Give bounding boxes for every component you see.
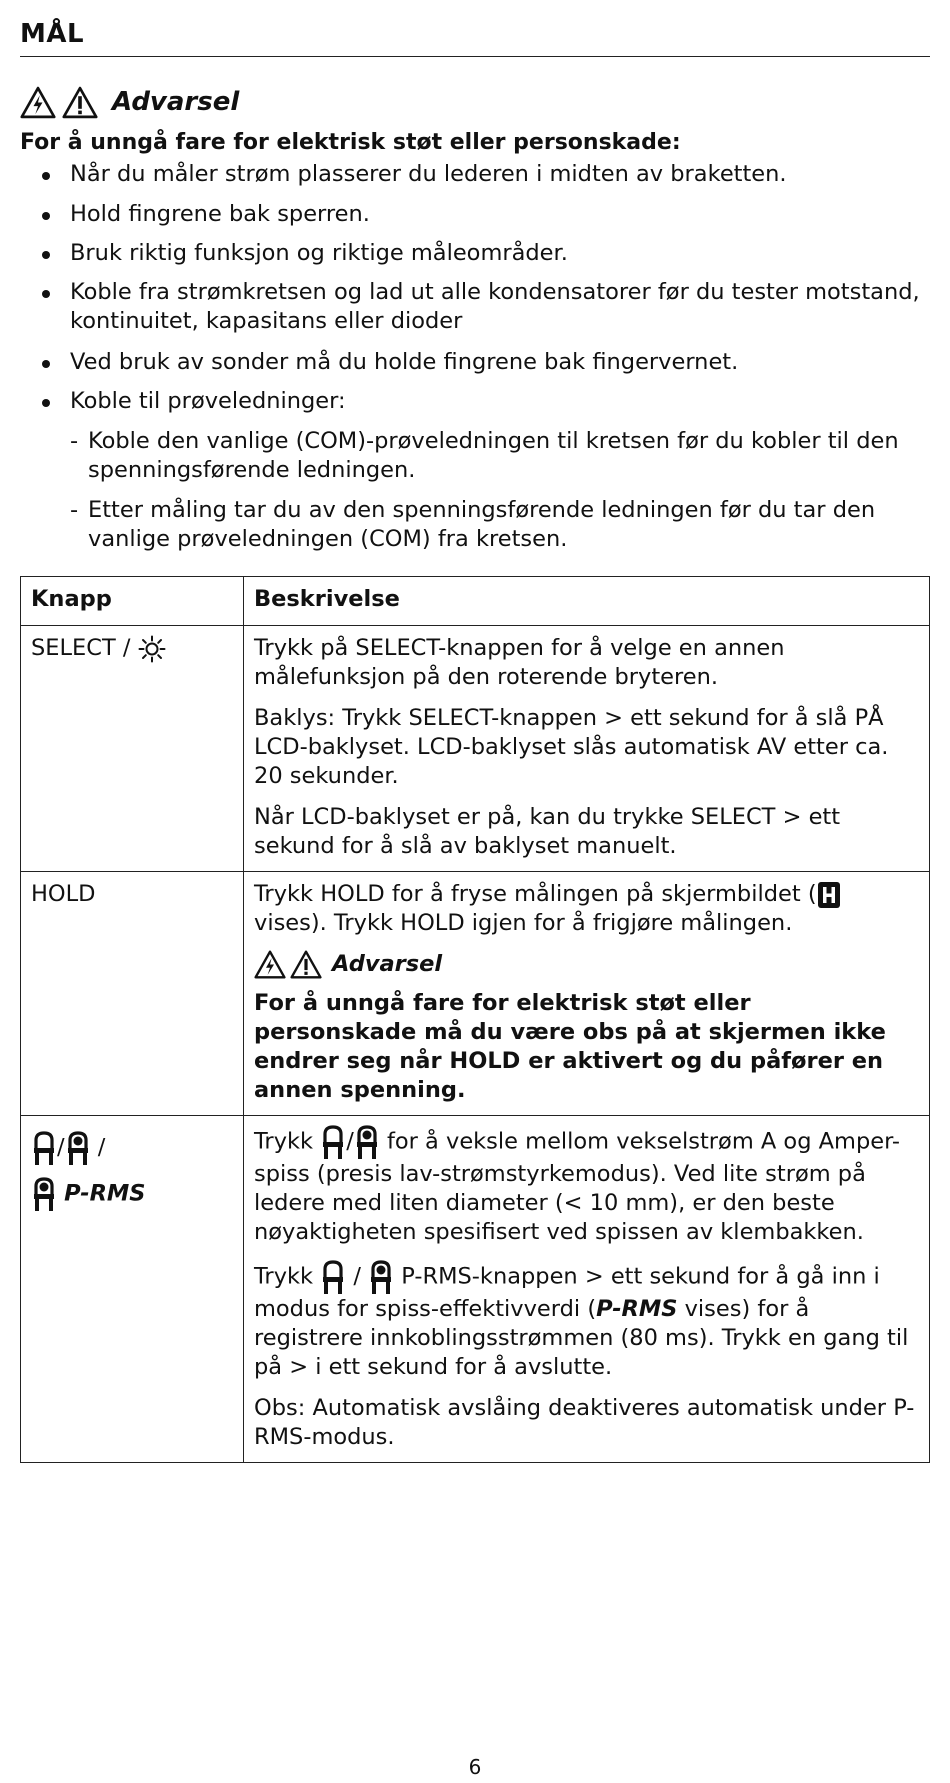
header-key: Knapp xyxy=(21,577,244,626)
description-paragraph: Trykk på SELECT-knappen for å velge en annen målefunksjon på den roterende bryteren. xyxy=(254,635,785,690)
clamp-icon xyxy=(31,1130,57,1166)
list-item-text: Hold fingrene bak sperren. xyxy=(70,201,370,227)
warning-heading xyxy=(20,84,239,120)
key-table xyxy=(20,576,930,1463)
table-row xyxy=(21,626,930,872)
hold-warning-heading xyxy=(254,950,919,979)
key-label-prms: P-RMS xyxy=(64,1180,146,1207)
clamp-peak-icon xyxy=(368,1259,394,1295)
bullet-dot xyxy=(42,360,50,368)
bullet-dot xyxy=(42,290,50,298)
clamp-peak-icon xyxy=(354,1124,380,1160)
clamp-peak-icon xyxy=(65,1130,91,1166)
key-cell-select xyxy=(21,626,244,872)
section-title: MÅL xyxy=(20,19,85,49)
table-row xyxy=(21,1116,930,1463)
description-cell-hold xyxy=(244,872,930,1116)
hold-warning-text: For å unngå fare for elektrisk støt eller personskade må du være obs på at skjermen ikke endrer seg når HOLD er aktivert og du påfører en annen spenning. xyxy=(254,990,886,1103)
description-paragraph: Når LCD-baklyset er på, kan du trykke SELECT > ett sekund for å slå av baklyset manuelt. xyxy=(254,804,841,859)
warning-intro: For å unngå fare for elektrisk støt eller personskade: xyxy=(20,130,681,155)
key-label-select: SELECT / xyxy=(31,635,131,661)
description-cell-select xyxy=(244,626,930,872)
list-item-text: Koble fra strømkretsen og lad ut alle kondensatorer før du tester motstand, kontinuitet, kapasitans eller dioder xyxy=(70,279,920,334)
page-number: 6 xyxy=(468,1755,482,1779)
clamp-icon xyxy=(320,1259,346,1295)
sun-backlight-icon xyxy=(138,635,166,663)
list-item-text: Når du måler strøm plasserer du lederen i midten av braketten. xyxy=(70,161,787,187)
caution-triangle-icon xyxy=(62,86,98,119)
key-label-hold: HOLD xyxy=(31,881,96,907)
electric-shock-warning-icon xyxy=(254,950,286,979)
clamp-icon xyxy=(320,1124,346,1160)
bullet-dot xyxy=(42,399,50,407)
description-paragraph: Trykk / for å veksle mellom vekselstrøm A og Amper-spiss (presis lav-strømstyrkemodus). Ved lite strøm på ledere med liten diameter (< 10 mm), er den beste nøyaktigheten spesifisert ved spissen av klembakken. xyxy=(254,1124,919,1247)
list-item-text: Bruk riktig funksjon og riktige måleområder. xyxy=(70,240,568,266)
description-paragraph: Baklys: Trykk SELECT-knappen > ett sekund for å slå PÅ LCD-baklyset. LCD-baklyset slås automatisk AV etter ca. 20 sekunder. xyxy=(254,705,889,789)
table-row xyxy=(21,872,930,1116)
clamp-peak-icon xyxy=(31,1176,57,1212)
sub-list-item-text: Etter måling tar du av den spenningsførende ledningen før du tar den vanlige prøveledningen (COM) fra kretsen. xyxy=(88,497,876,552)
description-paragraph: Trykk HOLD for å fryse målingen på skjermbildet ( vises). Trykk HOLD igjen for å frigjøre målingen. xyxy=(254,880,919,938)
section-header xyxy=(20,12,930,57)
key-cell-hold xyxy=(21,872,244,1116)
hold-h-icon xyxy=(817,881,841,909)
description-cell-clamp xyxy=(244,1116,930,1463)
bullet-dot xyxy=(42,172,50,180)
table-header-row xyxy=(21,577,930,626)
header-description: Beskrivelse xyxy=(244,577,930,626)
list-item-text: Koble til prøveledninger: xyxy=(70,388,346,414)
key-cell-clamp: / / P-RMS xyxy=(21,1116,244,1463)
description-paragraph: Trykk / P-RMS-knappen > ett sekund for å gå inn i modus for spiss-effektivverdi (P-RMS vises) for å registrere innkoblingsstrømmen (80 ms). Trykk en gang til på > i ett sekund for å avslutte. xyxy=(254,1259,919,1382)
sub-list-item-text: Koble den vanlige (COM)-prøveledningen til kretsen før du kobler til den spenningsførende ledningen. xyxy=(88,428,899,483)
bullet-dot xyxy=(42,212,50,220)
caution-triangle-icon xyxy=(290,950,322,979)
electric-shock-warning-icon xyxy=(20,86,56,119)
bullet-dot xyxy=(42,251,50,259)
warning-title: Advarsel xyxy=(112,87,240,117)
list-item-text: Ved bruk av sonder må du holde fingrene bak fingervernet. xyxy=(70,349,739,375)
description-paragraph: Obs: Automatisk avslåing deaktiveres automatisk under P-RMS-modus. xyxy=(254,1395,915,1450)
hold-warning-title: Advarsel xyxy=(332,951,443,977)
